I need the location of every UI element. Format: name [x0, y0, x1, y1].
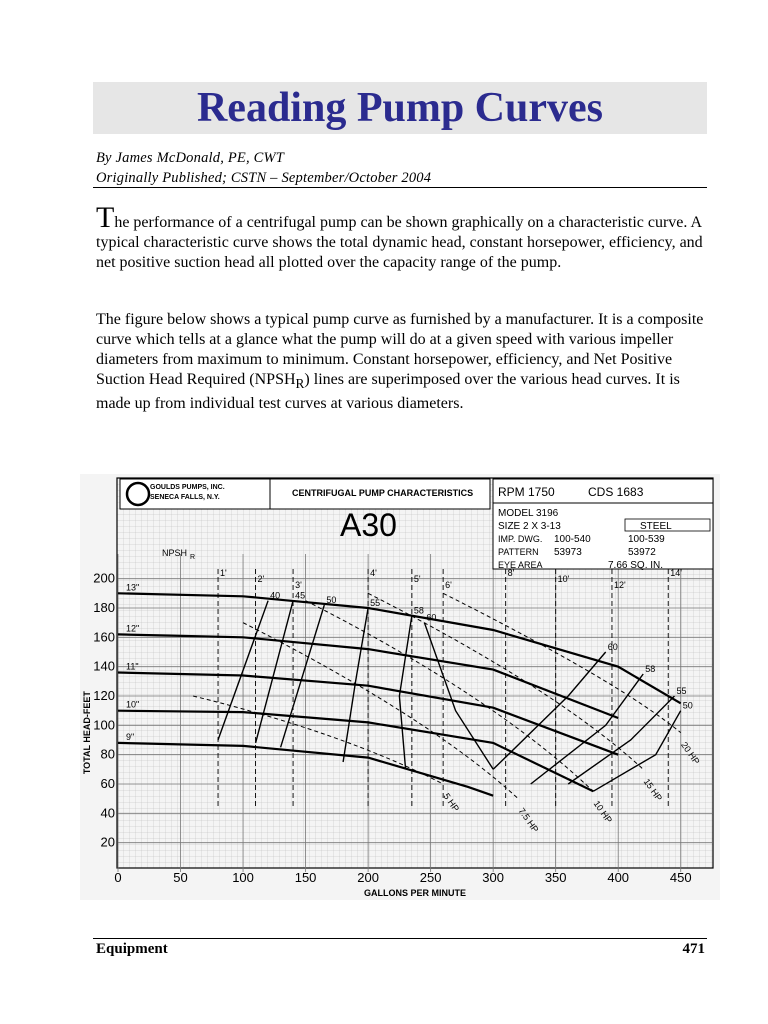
x-axis-label: GALLONS PER MINUTE [363, 888, 467, 898]
efficiency-label: 45 [295, 590, 306, 601]
x-tick-label: 0 [114, 870, 122, 885]
y-tick-label: 20 [100, 834, 115, 850]
x-tick-label: 350 [544, 870, 567, 885]
paragraph-figure-description [96, 310, 708, 414]
eye-area-value: 7.66 SQ. IN. [608, 560, 664, 571]
curve-id: A30 [340, 507, 397, 543]
efficiency-label: 55 [370, 598, 381, 608]
diameter-label: 9" [126, 731, 135, 742]
publication-line: Originally Published; CSTN – September/October 2004 [96, 170, 432, 186]
byline [96, 148, 431, 188]
x-tick-label: 50 [173, 870, 188, 885]
efficiency-label: 40 [270, 590, 281, 601]
y-tick-label: 80 [100, 746, 115, 762]
author-line: By James McDonald, PE, CWT [96, 150, 285, 166]
y-tick-label: 140 [93, 658, 115, 674]
efficiency-label: 60 [426, 612, 437, 623]
imp-dwg-1: 100-540 [554, 534, 591, 545]
title-bar [93, 82, 707, 134]
y-tick-label: 160 [93, 629, 115, 645]
company-line-1: GOULDS PUMPS, INC. [150, 484, 225, 491]
chart-heading: CENTRIFUGAL PUMP CHARACTERISTICS [292, 488, 474, 498]
npsh-label: NPSH [162, 548, 188, 558]
npsh-value-label: 5' [413, 574, 421, 584]
diameter-label: 11" [126, 661, 139, 672]
npsh-value-label: 12' [613, 580, 626, 590]
x-tick-label: 150 [294, 870, 317, 885]
imp-dwg-2: 100-539 [628, 534, 665, 545]
footer-rule [93, 938, 707, 939]
efficiency-label: 60 [607, 642, 618, 652]
y-tick-label: 200 [93, 570, 115, 586]
imp-dwg-label: IMP. DWG. [498, 534, 543, 544]
drop-cap: T [96, 201, 115, 234]
material-text: STEEL [640, 521, 672, 532]
efficiency-label: 50 [326, 595, 337, 606]
npsh-value-label: 10' [557, 574, 570, 584]
footer-page-number: 471 [682, 941, 705, 957]
npsh-label-sub: R [190, 554, 196, 561]
x-tick-label: 100 [232, 870, 254, 885]
company-line-2: SENECA FALLS, N.Y. [150, 494, 220, 501]
y-tick-label: 120 [93, 688, 115, 703]
pattern-1: 53973 [554, 547, 582, 558]
diameter-label: 13" [126, 582, 140, 593]
diameter-label: 10" [126, 699, 140, 710]
efficiency-label: 58 [645, 664, 656, 674]
pump-curve-chart [80, 474, 720, 900]
footer-section: Equipment [96, 941, 168, 957]
page-title: Reading Pump Curves [196, 85, 604, 131]
paragraph-intro [96, 201, 708, 273]
efficiency-label: 55 [676, 686, 687, 696]
paragraph-figure-text-b: ) lines are superimposed over the various head curves. It is made up from individual test curves at various diameters. [96, 371, 680, 413]
x-tick-label: 200 [357, 870, 379, 885]
y-tick-label: 40 [100, 805, 115, 821]
efficiency-label: 58 [413, 605, 424, 616]
npsh-value-label: 4' [370, 568, 377, 578]
pattern-2: 53972 [628, 547, 656, 558]
model-text: MODEL 3196 [498, 508, 559, 519]
npsh-value-label: 1' [220, 568, 227, 578]
paragraph-intro-text: he performance of a centrifugal pump can be shown graphically on a characteristic curve. A typical characteristic curve shows the total dynamic head, constant horsepower, efficiency, and net positive suction head all plotted over the capacity range of the pump. [96, 214, 703, 271]
efficiency-label: 50 [682, 700, 693, 711]
horsepower-label: 15 HP [641, 776, 665, 803]
pump-curve-figure [80, 474, 720, 900]
npsh-value-label: 14' [670, 568, 682, 578]
diameter-label: 12" [126, 623, 140, 634]
y-tick-label: 180 [93, 600, 115, 615]
x-tick-label: 400 [607, 870, 630, 885]
x-tick-label: 300 [482, 870, 505, 885]
y-axis-label: TOTAL HEAD-FEET [82, 691, 92, 775]
horsepower-label: 10 HP [591, 798, 615, 825]
horsepower-label: 20 HP [679, 740, 702, 767]
x-tick-label: 250 [419, 870, 442, 885]
header-rule [93, 187, 707, 188]
paragraph-figure-text-a: The figure below shows a typical pump curve as furnished by a manufacturer. It is a composite curve which tells at a glance what the pump will do at a given speed with various impeller diameters from maximum to minimum. Constant horsepower, efficiency, and Net Positive Suction Head Required (NPSH [96, 311, 704, 388]
horsepower-label: 7.5 HP [516, 806, 541, 835]
y-tick-label: 60 [100, 776, 115, 791]
npsh-value-label: 3' [295, 580, 302, 590]
horsepower-label: 5 HP [441, 791, 462, 814]
npsh-value-label: 6' [445, 580, 452, 590]
eye-area-label: EYE AREA [498, 560, 543, 570]
npsh-value-label: 2' [257, 574, 265, 584]
rpm-text: RPM 1750 [498, 485, 555, 499]
size-text: SIZE 2 X 3-13 [498, 521, 561, 532]
x-tick-label: 450 [669, 870, 692, 885]
npsh-value-label: 8' [507, 568, 515, 578]
pattern-label: PATTERN [498, 547, 539, 557]
npsh-subscript: R [295, 376, 305, 392]
y-tick-label: 100 [93, 717, 115, 733]
cds-text: CDS 1683 [588, 485, 644, 499]
